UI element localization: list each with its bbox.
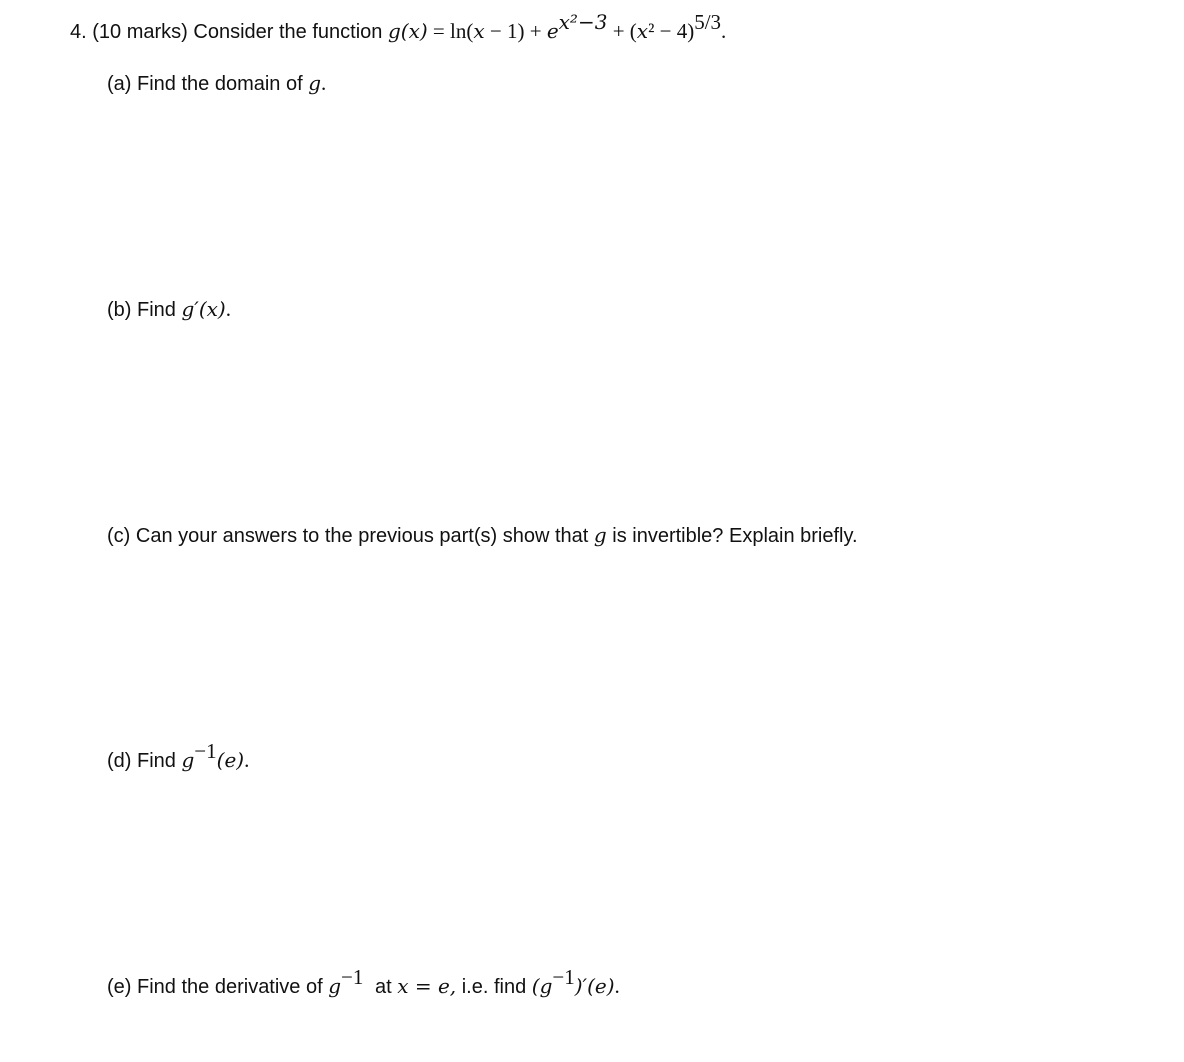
part-e — [107, 965, 620, 999]
question-marks: (10 marks) — [92, 21, 188, 43]
part-d — [107, 739, 250, 773]
part-label: (b) — [107, 299, 132, 321]
period: . — [614, 974, 620, 998]
part-label: (d) — [107, 750, 132, 772]
part-text: Find the derivative of — [137, 976, 323, 998]
math-sup-2: −1 — [552, 965, 575, 989]
part-text: Find — [137, 750, 176, 772]
part-text: Find the domain of — [137, 73, 303, 95]
math: g — [308, 71, 322, 95]
part-label: (c) — [107, 525, 131, 547]
math-3: (g — [531, 974, 553, 998]
question-header — [70, 10, 727, 44]
function-definition: $g(x) = \ln(x - 1) + e^{x^2-3} + (x^2 - 4)^{5/3}$. — [387, 10, 727, 43]
part-text-3: i.e. find — [461, 976, 527, 998]
math-4: )′(e) — [574, 974, 615, 998]
question-number: 4. — [70, 21, 87, 43]
part-text: Can your answers to the previous part(s) show that — [135, 525, 589, 547]
math-2: (e) — [216, 748, 245, 772]
part-a — [107, 71, 326, 96]
math-2: x = e, — [397, 974, 457, 998]
part-b — [107, 297, 231, 322]
math-sup: −1 — [341, 965, 364, 989]
math: g — [181, 748, 195, 772]
part-c — [107, 523, 858, 548]
part-text: Find — [137, 299, 176, 321]
part-label: (e) — [107, 976, 132, 998]
part-text-2: at — [374, 976, 392, 998]
part-text-2: is invertible? Explain briefly. — [612, 525, 858, 547]
math: g′(x) — [181, 297, 226, 321]
period: . — [225, 297, 231, 321]
question-intro: Consider the function — [193, 21, 383, 43]
math: g — [593, 523, 607, 547]
part-label: (a) — [107, 73, 132, 95]
math: g — [328, 974, 342, 998]
math-sup: −1 — [194, 739, 217, 763]
period: . — [321, 71, 327, 95]
period: . — [244, 748, 250, 772]
